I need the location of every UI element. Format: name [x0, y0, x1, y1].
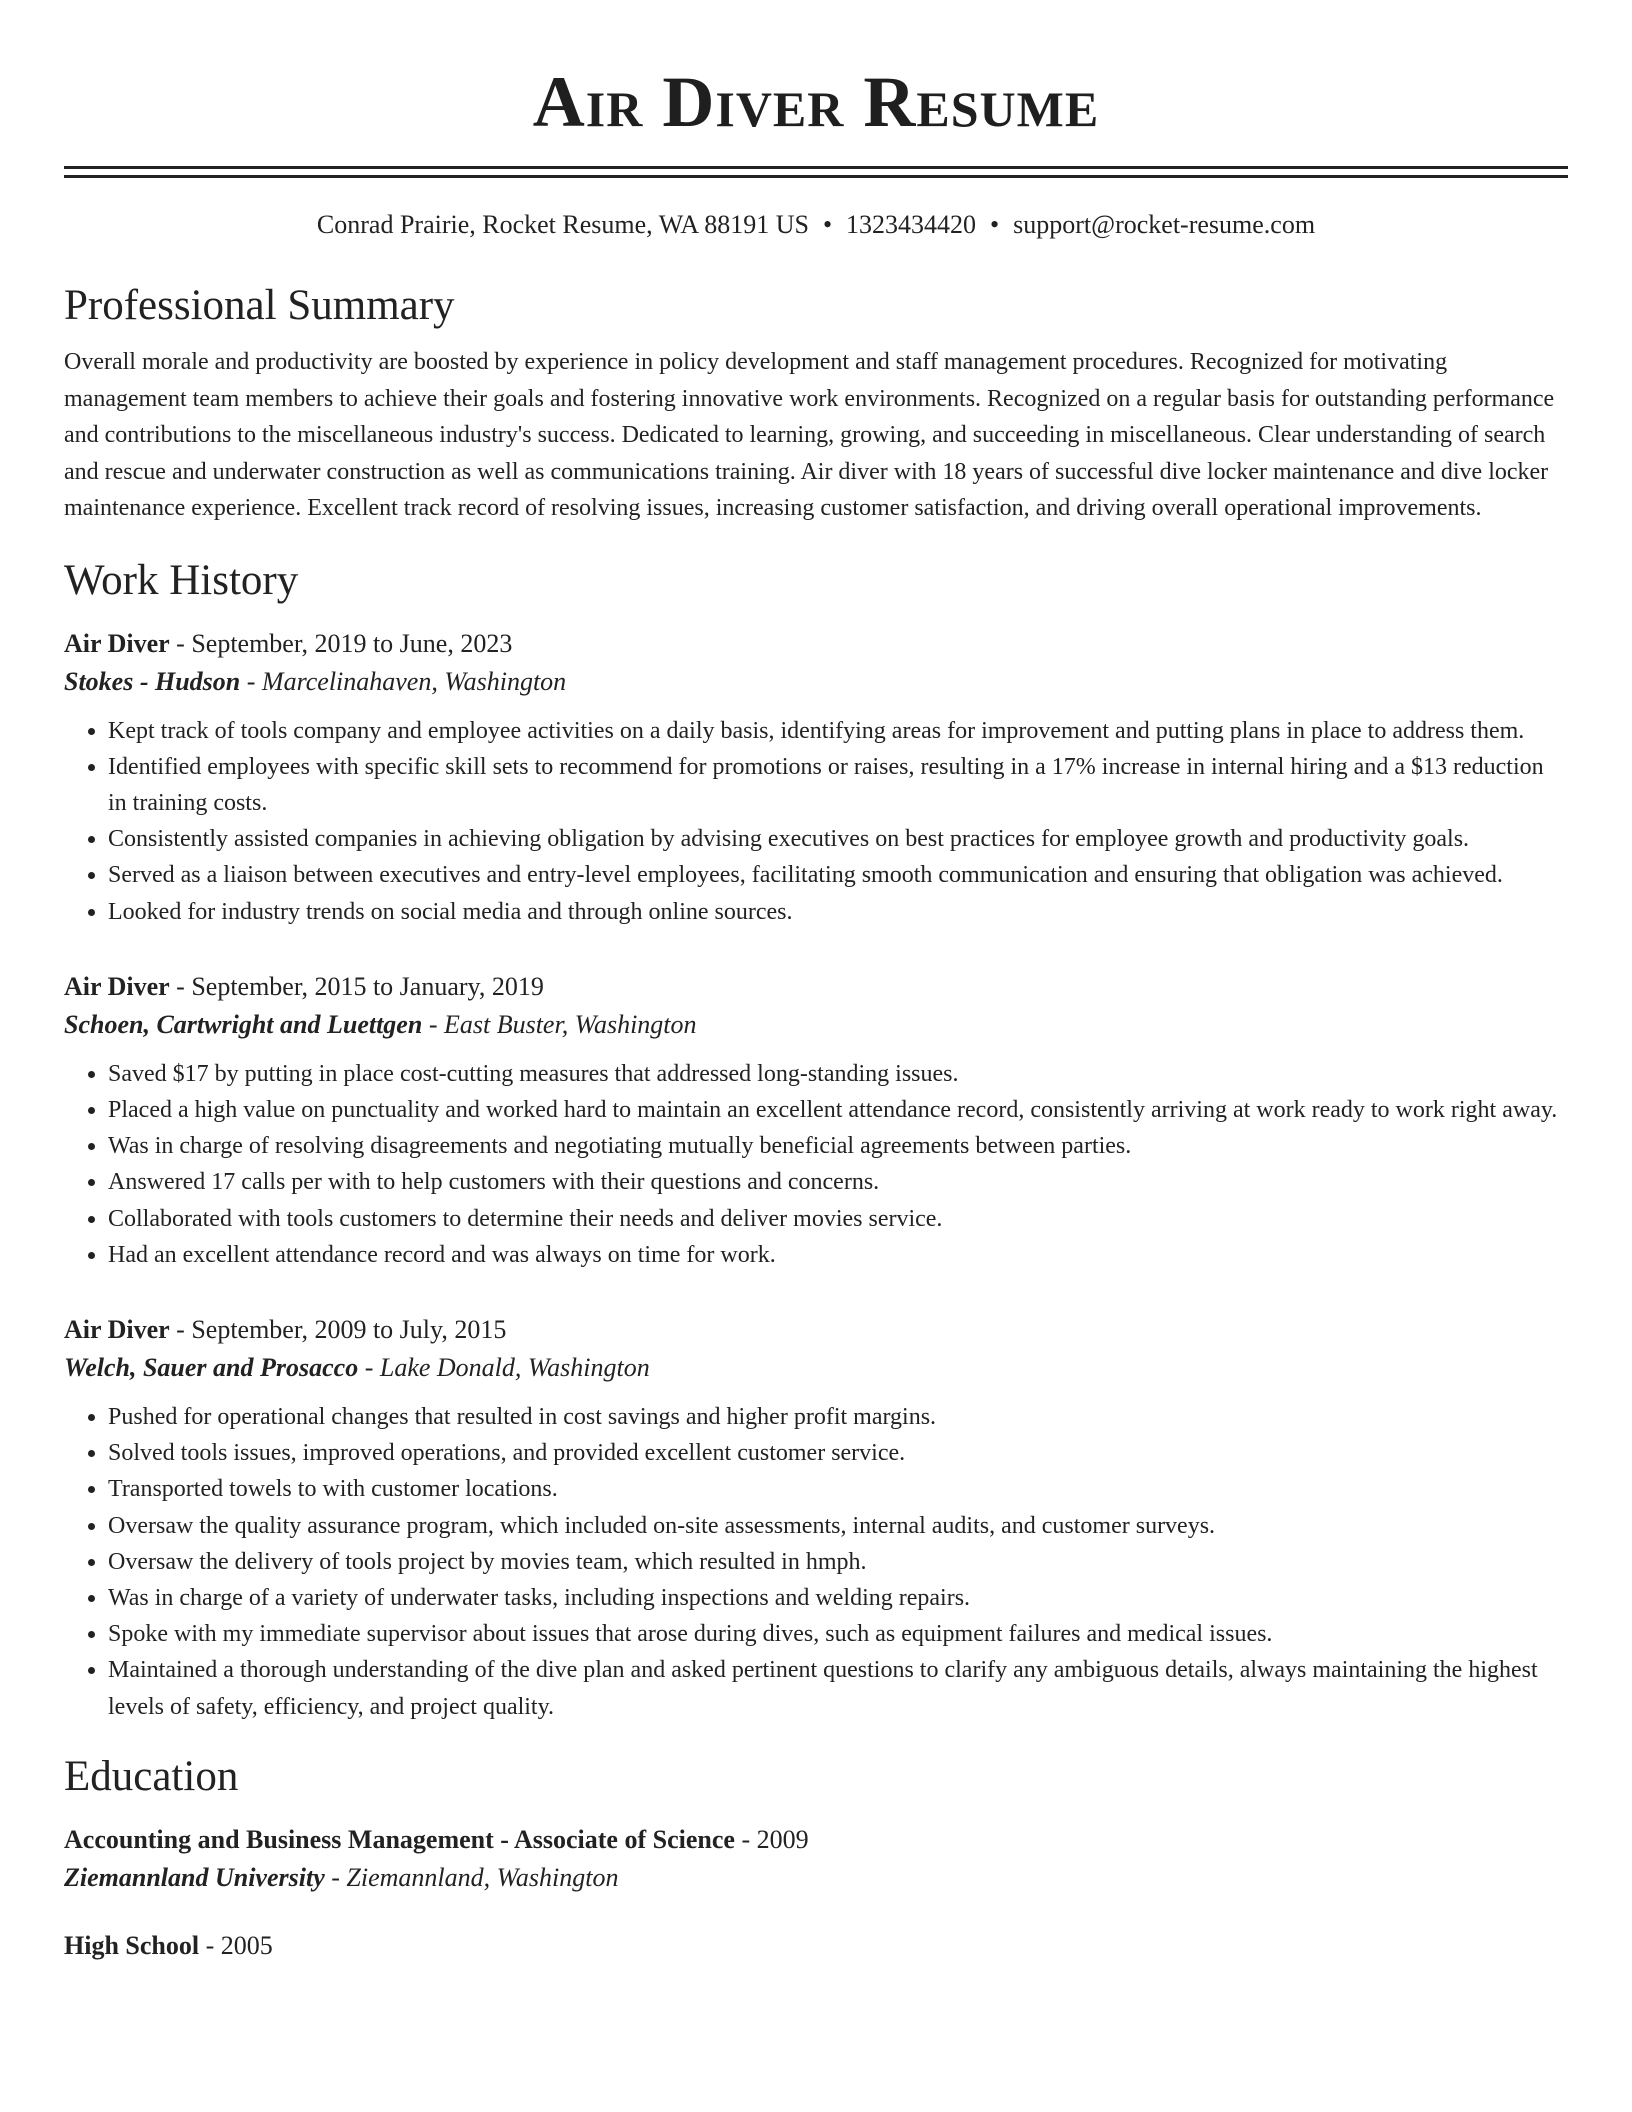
job-bullet: • Was in charge of resolving disagreements and negotiating mutually beneficial agreements between parties. — [108, 1128, 1568, 1164]
employer-location: - Lake Donald, Washington — [358, 1352, 650, 1382]
job-entry — [64, 625, 1568, 930]
degree-year: - 2009 — [734, 1824, 809, 1854]
job-title: Air Diver — [64, 628, 170, 658]
employer-name: Welch, Sauer and Prosacco — [64, 1352, 359, 1382]
job-bullet: • Transported towels to with customer locations. — [108, 1471, 1568, 1507]
employer-name: Schoen, Cartwright and Luettgen — [64, 1009, 423, 1039]
job-bullets — [64, 1399, 1568, 1725]
contact-line — [64, 208, 1568, 242]
job-dates: - September, 2009 to July, 2015 — [169, 1314, 507, 1344]
job-bullet: • Spoke with my immediate supervisor about issues that arose during dives, such as equipment failures and medical issues. — [108, 1616, 1568, 1652]
resume-title: Air Diver Resume — [532, 62, 1100, 142]
job-bullet: • Looked for industry trends on social media and through online sources. — [108, 894, 1568, 930]
job-bullet: • Had an excellent attendance record and was always on time for work. — [108, 1237, 1568, 1273]
job-bullets — [64, 713, 1568, 930]
job-title-line — [64, 625, 1568, 663]
job-bullet: • Solved tools issues, improved operations, and provided excellent customer service. — [108, 1435, 1568, 1471]
employer-name: Stokes - Hudson — [64, 666, 241, 696]
title-rule-top — [64, 166, 1568, 169]
job-bullets — [64, 1056, 1568, 1273]
job-bullet: • Oversaw the delivery of tools project by movies team, which resulted in hmph. — [108, 1544, 1568, 1580]
job-title-line — [64, 1311, 1568, 1349]
job-title: Air Diver — [64, 971, 170, 1001]
job-bullet: • Consistently assisted companies in achieving obligation by advising executives on best practices for employee growth and productivity goals. — [108, 821, 1568, 857]
employer-line — [64, 663, 1568, 701]
work-history-heading: Work History — [64, 556, 299, 604]
summary-heading: Professional Summary — [64, 282, 455, 329]
contact-email: support@rocket-resume.com — [1013, 210, 1316, 239]
employer-line — [64, 1006, 1568, 1044]
job-title-line — [64, 968, 1568, 1006]
job-bullet: • Answered 17 calls per with to help customers with their questions and concerns. — [108, 1164, 1568, 1200]
job-bullet: • Kept track of tools company and employee activities on a daily basis, identifying areas for improvement and putting plans in place to address them. — [108, 713, 1568, 749]
title-rule-bottom — [64, 175, 1568, 178]
school-line — [64, 1859, 1568, 1897]
job-dates: - September, 2015 to January, 2019 — [169, 971, 544, 1001]
job-bullet: • Oversaw the quality assurance program, which included on-site assessments, internal audits, and customer surveys. — [108, 1508, 1568, 1544]
job-bullet: • Was in charge of a variety of underwater tasks, including inspections and welding repairs. — [108, 1580, 1568, 1616]
education-entry — [64, 1927, 1568, 1965]
employer-location: - East Buster, Washington — [422, 1009, 697, 1039]
employer-location: - Marcelinahaven, Washington — [240, 666, 567, 696]
job-title: Air Diver — [64, 1314, 170, 1344]
degree-name: High School — [64, 1930, 200, 1960]
job-bullet: • Collaborated with tools customers to determine their needs and deliver movies service. — [108, 1201, 1568, 1237]
degree-line — [64, 1927, 1568, 1965]
contact-separator: • — [990, 210, 1000, 239]
degree-year: - 2005 — [199, 1930, 273, 1960]
education-entry — [64, 1821, 1568, 1897]
job-entry — [64, 1311, 1568, 1725]
job-bullet: • Served as a liaison between executives and entry-level employees, facilitating smooth communication and ensuring that obligation was achieved. — [108, 857, 1568, 893]
job-dates: - September, 2019 to June, 2023 — [169, 628, 513, 658]
degree-line — [64, 1821, 1568, 1859]
school-location: - Ziemannland, Washington — [324, 1862, 619, 1892]
job-bullet: • Identified employees with specific skill sets to recommend for promotions or raises, resulting in a 17% increase in internal hiring and a $13 reduction in training costs. — [108, 749, 1568, 821]
contact-address: Conrad Prairie, Rocket Resume, WA 88191 US — [316, 210, 809, 239]
job-bullet: • Maintained a thorough understanding of the dive plan and asked pertinent questions to clarify any ambiguous details, always maintaining the highest levels of safety, efficiency, and project quality. — [108, 1652, 1568, 1724]
contact-phone: 1323434420 — [846, 210, 977, 239]
contact-separator: • — [822, 210, 833, 239]
employer-line — [64, 1349, 1568, 1387]
job-bullet: • Saved $17 by putting in place cost-cutting measures that addressed long-standing issues. — [108, 1056, 1568, 1092]
job-entry — [64, 968, 1568, 1273]
summary-text: Overall morale and productivity are boosted by experience in policy development and staff management procedures. Recognized for motivating management team members to achieve their goals and fostering innovative work environments. Recognized on a regular basis for outstanding performance and contributions to the miscellaneous industry's success. Dedicated to learning, growing, and succeeding in miscellaneous. Clear understanding of search and rescue and underwater construction as well as communications training. Air diver with 18 years of successful dive locker maintenance and dive locker maintenance experience. Excellent track record of resolving issues, increasing customer satisfaction, and driving overall operational improvements. — [64, 349, 1555, 521]
degree-name: Accounting and Business Management - Associate of Science — [64, 1824, 735, 1854]
job-bullet: • Placed a high value on punctuality and worked hard to maintain an excellent attendance record, consistently arriving at work ready to work right away. — [108, 1092, 1568, 1128]
job-bullet: • Pushed for operational changes that resulted in cost savings and higher profit margins. — [108, 1399, 1568, 1435]
school-name: Ziemannland University — [64, 1862, 325, 1892]
education-heading: Education — [64, 1752, 239, 1800]
